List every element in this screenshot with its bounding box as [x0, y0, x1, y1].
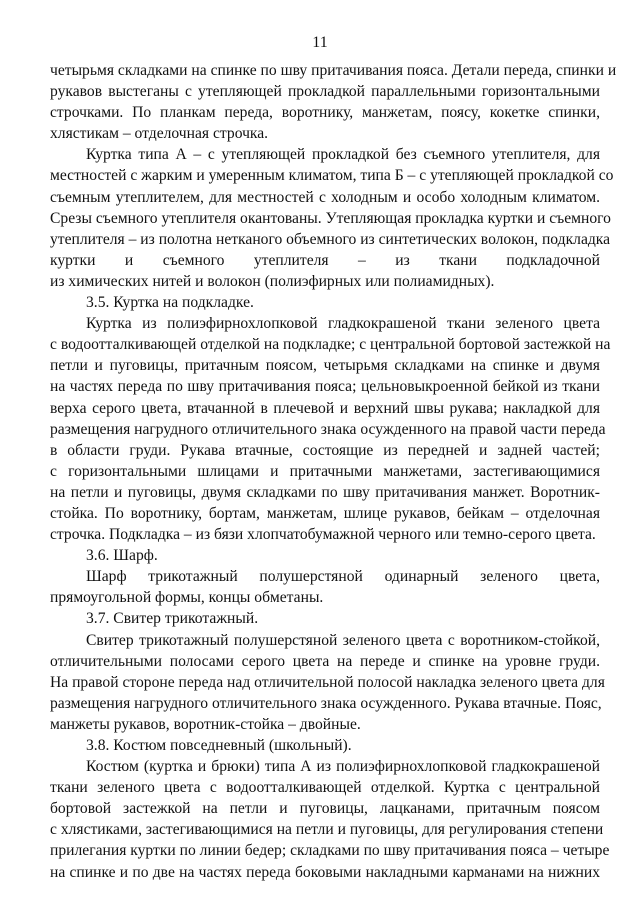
text-line: утеплителя – из полотна нетканого объемного из синтетических волокон, подкладка — [50, 230, 611, 248]
paragraph — [50, 60, 617, 144]
page-number: 11 — [312, 34, 328, 51]
text-line: с водоотталкивающей отделкой на подкладке; с центральной бортовой застежкой на — [50, 336, 611, 354]
text-line: из химических нитей и волокон (полиэфирных или полиамидных). — [50, 272, 495, 290]
paragraph — [50, 566, 600, 608]
text-line: 3.5. Куртка на подкладке. — [86, 294, 254, 312]
paragraph — [50, 144, 614, 292]
text-line: отличительными полосами серого цвета на переде и спинке на уровне груди. — [50, 652, 600, 670]
text-line: куртки и съемного утеплителя – из ткани подкладочной — [50, 251, 600, 269]
text-line: с горизонтальными шлицами и притачными манжетами, застегивающимися — [50, 462, 600, 480]
paragraph — [50, 630, 605, 735]
document-body — [50, 60, 617, 883]
text-line: ткани зеленого цвета с водоотталкивающей отделкой. Куртка с центральной — [50, 779, 600, 797]
text-line: 3.8. Костюм повседневный (школьный). — [86, 737, 352, 754]
text-line: Куртка из полиэфирнохлопковой гладкокрашеной ткани зеленого цвета — [86, 315, 600, 333]
text-line: прилегания куртки по линии бедер; складками по шву притачивания пояса – четыре — [50, 842, 610, 860]
paragraph — [50, 756, 610, 883]
text-line: 3.6. Шарф. — [86, 547, 158, 565]
text-line: четырьмя складками на спинке по шву притачивания пояса. Детали переда, спинки и — [50, 62, 617, 79]
text-line: манжеты рукавов, воротник-стойка – двойные. — [50, 715, 361, 733]
text-line: На правой стороне переда над отличительной полосой накладка зеленого цвета для — [50, 673, 605, 691]
text-line: в области груди. Рукава втачные, состоящие из передней и задней частей; — [50, 441, 600, 459]
text-line: прямоугольной формы, концы обметаны. — [50, 589, 324, 607]
text-line: 3.7. Свитер трикотажный. — [86, 610, 259, 628]
paragraph — [50, 292, 600, 313]
text-line: размещения нагрудного отличительного знака осужденного на правой части переда — [50, 420, 606, 438]
paragraph — [50, 313, 611, 545]
text-line: рукавов выстеганы с утепляющей прокладкой параллельными горизонтальными — [50, 83, 600, 101]
text-line: Куртка типа А – с утепляющей прокладкой без съемного утеплителя, для — [86, 146, 600, 164]
text-line: Шарф трикотажный полушерстяной одинарный зеленого цвета, — [86, 568, 600, 586]
text-line: петли и пуговицы, притачным поясом, четырьмя складками на спинке и двумя — [50, 357, 600, 375]
text-line: Костюм (куртка и брюки) типа А из полиэфирнохлопковой гладкокрашеной — [86, 758, 600, 776]
text-line: местностей с жарким и умеренным климатом, типа Б – с утепляющей прокладкой со — [50, 167, 614, 185]
text-line: строчками. По планкам переда, воротнику, манжетам, поясу, кокетке спинки, — [50, 104, 600, 122]
text-line: стойка. По воротнику, бортам, манжетам, шлице рукавов, бейкам – отделочная — [50, 504, 600, 522]
text-line: Срезы съемного утеплителя окантованы. Утепляющая прокладка куртки и съемного — [50, 209, 611, 227]
text-line: Свитер трикотажный полушерстяной зеленого цвета с воротником-стойкой, — [86, 631, 600, 649]
paragraph — [50, 545, 600, 566]
text-line: съемным утеплителем, для местностей с холодным и особо холодным климатом. — [50, 188, 600, 206]
text-line: хлястикам – отделочная строчка. — [50, 125, 269, 143]
text-line: бортовой застежкой на петли и пуговицы, лацканами, притачным поясом — [50, 800, 600, 818]
text-line: на частях переда по шву притачивания пояса; цельновыкроенной бейкой из ткани — [50, 378, 600, 396]
text-line: размещения нагрудного отличительного знака осужденного. Рукава втачные. Пояс, — [50, 694, 602, 712]
paragraph — [50, 735, 600, 756]
text-line: на спинке и по две на частях переда боковыми накладными карманами на нижних — [50, 863, 600, 881]
text-line: с хлястиками, застегивающимися на петли и пуговицы, для регулирования степени — [50, 821, 604, 839]
text-line: верха серого цвета, втачанной в плечевой и верхний швы рукава; накладкой для — [50, 399, 600, 417]
text-line: на петли и пуговицы, двумя складками по шву притачивания манжет. Воротник- — [50, 483, 600, 501]
text-line: строчка. Подкладка – из бязи хлопчатобумажной черного или темно-серого цвета. — [50, 526, 596, 544]
paragraph — [50, 608, 600, 629]
